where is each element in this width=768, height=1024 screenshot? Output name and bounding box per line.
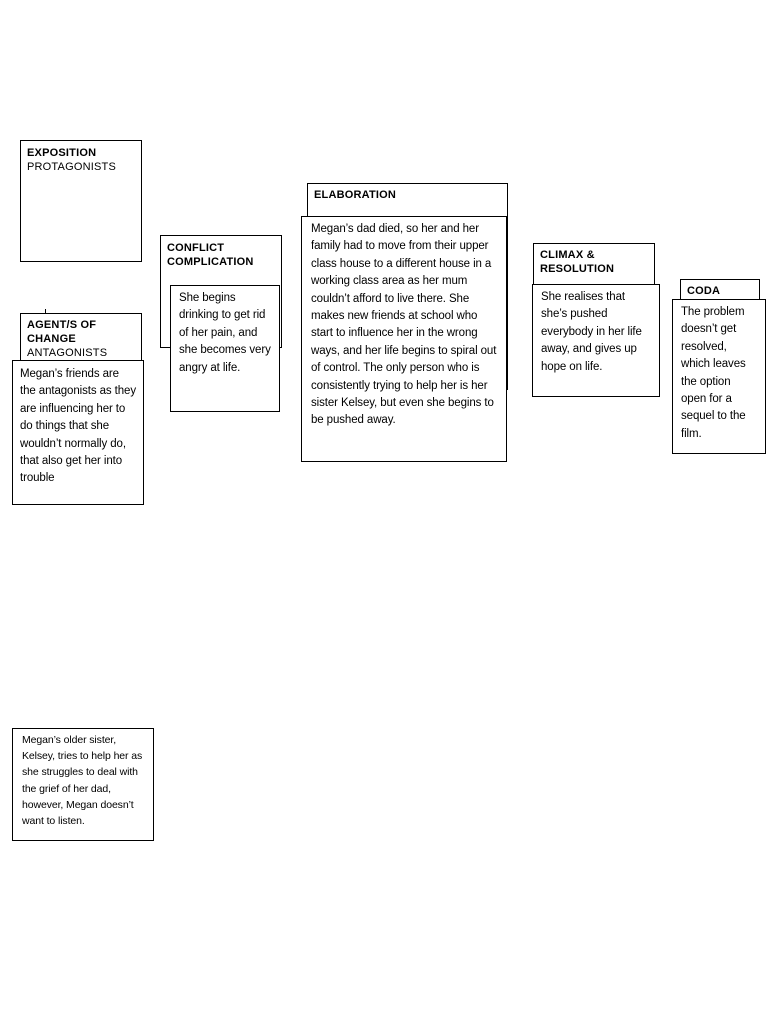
exposition-heading: EXPOSITION [27, 147, 97, 159]
conflict-text: She begins drinking to get rid of her pain, and she becomes very angry at life. [179, 292, 271, 374]
agents-subheading: ANTAGONISTS [27, 347, 108, 359]
coda-text: The problem doesn’t get resolved, which leaves the option open for a sequel to the film. [681, 306, 746, 440]
sister-text: Megan’s older sister, Kelsey, tries to help her as she struggles to deal with the grief of her dad, however, Megan doesn’t want to listen. [22, 734, 143, 828]
climax-text: She realises that she’s pushed everybody in her life away, and gives up hope on life. [541, 291, 642, 373]
climax-heading: CLIMAX & RESOLUTION [540, 249, 615, 275]
elaboration-heading: ELABORATION [314, 189, 397, 201]
elaboration-text-box [301, 216, 507, 462]
conflict-heading: CONFLICT COMPLICATION [167, 242, 254, 268]
coda-heading: CODA [687, 285, 721, 297]
exposition-subheading: PROTAGONISTS [27, 161, 116, 173]
exposition-box [20, 140, 142, 262]
climax-header-box [533, 243, 655, 288]
elaboration-text: Megan’s dad died, so her and her family had to move from their upper class house to a different house in a working class area as her mum couldn’t afford to live there. She makes new friends at school who start to influence her in the wrong ways, and her life begins to spiral out of control. The only person who is consistently trying to help her is her sister Kelsey, but even she begins to be pushed away. [311, 223, 497, 427]
coda-text-box [672, 299, 766, 454]
climax-text-box [532, 284, 660, 397]
conflict-text-box [170, 285, 280, 412]
sister-text-box [12, 728, 154, 841]
agents-heading: AGENT/S OF CHANGE [27, 319, 97, 345]
agents-text: Megan’s friends are the antagonists as they are influencing her to do things that she wouldn’t normally do, that also get her into trouble [20, 368, 136, 485]
agents-text-box [12, 360, 144, 505]
